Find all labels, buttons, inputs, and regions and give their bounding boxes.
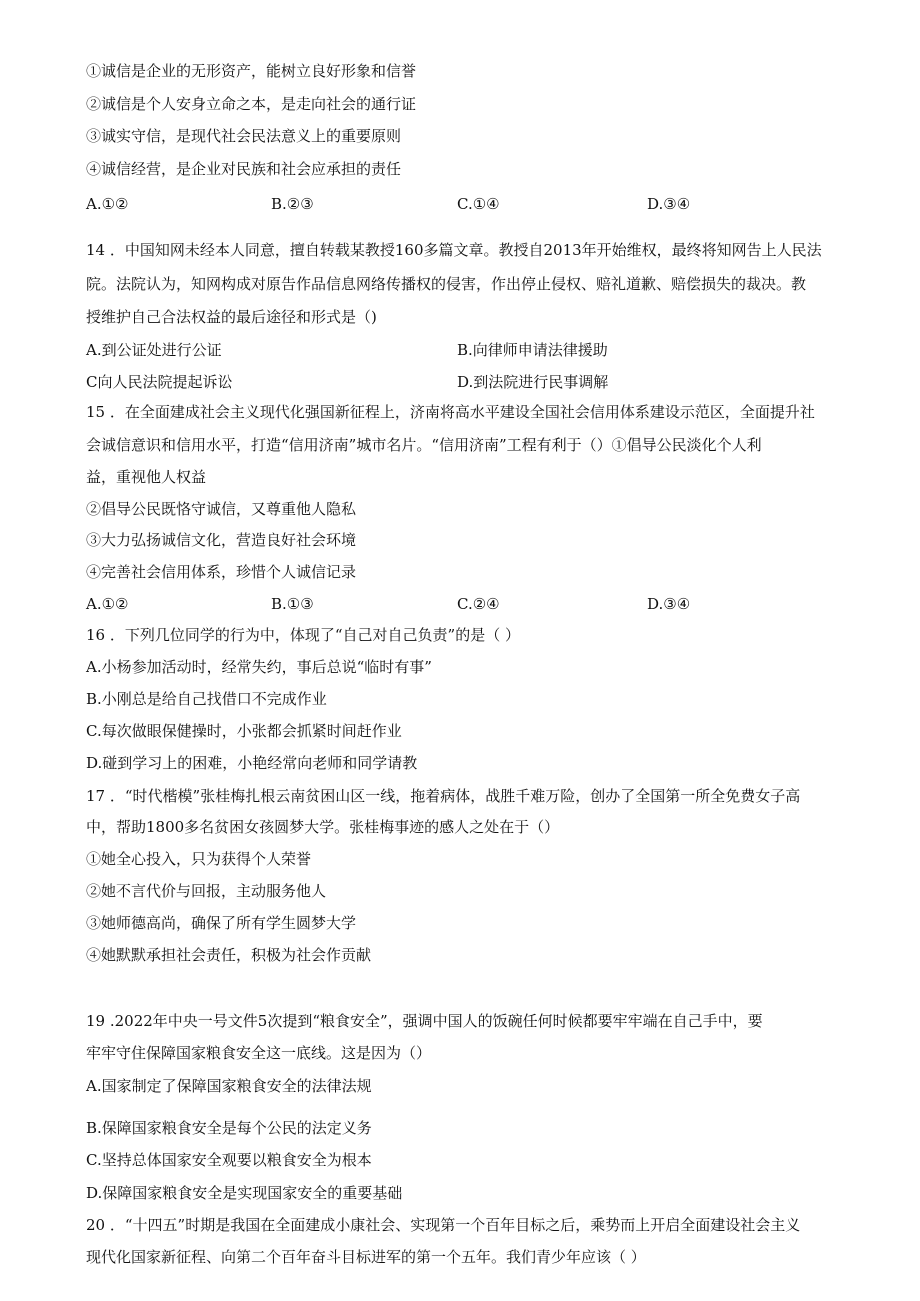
q17-stem-line-2: 中，帮助1800多名贫困女孩圆梦大学。张桂梅事迹的感人之处在于（） xyxy=(86,818,560,836)
q17-item-1: ①她全心投入，只为获得个人荣誉 xyxy=(86,850,312,868)
q15-option-b: B.①③ xyxy=(271,595,314,613)
q20-stem-line-1: 20 ．“十四五”时期是我国在全面建成小康社会、实现第一个百年目标之后，乘势而上开启全面建设社会主义 xyxy=(86,1216,801,1234)
q16-option-a: A.小杨参加活动时，经常失约，事后总说“临时有事” xyxy=(86,658,432,676)
q17-item-3: ③她师德高尚，确保了所有学生圆梦大学 xyxy=(86,914,357,932)
q13-option-c: C.①④ xyxy=(457,195,500,213)
q13-item-2: ②诚信是个人安身立命之本，是走向社会的通行证 xyxy=(86,95,417,113)
q14-option-d: D.到法院进行民事调解 xyxy=(457,373,609,391)
q14-option-b: B.向律师申请法律援助 xyxy=(457,341,608,359)
q19-option-c: C.坚持总体国家安全观要以粮食安全为根本 xyxy=(86,1151,372,1169)
q14-stem-line-1: 14 ．中国知网未经本人同意，擅自转载某教授160多篇文章。教授自2013年开始维权，最终将知网告上人民法 xyxy=(86,241,822,259)
q13-option-b: B.②③ xyxy=(271,195,314,213)
q15-option-c: C.②④ xyxy=(457,595,500,613)
q13-item-1: ①诚信是企业的无形资产，能树立良好形象和信誉 xyxy=(86,62,417,80)
q17-item-2: ②她不言代价与回报，主动服务他人 xyxy=(86,882,327,900)
q13-item-4: ④诚信经营，是企业对民族和社会应承担的责任 xyxy=(86,160,402,178)
q19-stem-line-1: 19 .2022年中央一号文件5次提到“粮食安全”，强调中国人的饭碗任何时候都要牢牢端在自己手中，要 xyxy=(86,1012,763,1030)
q14-option-a: A.到公证处进行公证 xyxy=(86,341,222,359)
q15-stem-line-1: 15 ．在全面建成社会主义现代化强国新征程上，济南将高水平建设全国社会信用体系建设示范区，全面提升社 xyxy=(86,403,815,421)
q19-option-d: D.保障国家粮食安全是实现国家安全的重要基础 xyxy=(86,1184,403,1202)
q19-option-b: B.保障国家粮食安全是每个公民的法定义务 xyxy=(86,1119,372,1137)
q16-option-c: C.每次做眼保健操时，小张都会抓紧时间赶作业 xyxy=(86,722,402,740)
q15-item-3: ③大力弘扬诚信文化，营造良好社会环境 xyxy=(86,531,357,549)
q13-option-d: D.③④ xyxy=(647,195,691,213)
q15-item-4: ④完善社会信用体系，珍惜个人诚信记录 xyxy=(86,563,357,581)
q14-option-c: C向人民法院提起诉讼 xyxy=(86,373,233,391)
q14-stem-line-2: 院。法院认为，知网构成对原告作品信息网络传播权的侵害，作出停止侵权、赔礼道歉、赔偿损失的裁决。教 xyxy=(86,275,807,293)
q17-item-4: ④她默默承担社会责任，积极为社会作贡献 xyxy=(86,946,372,964)
q15-option-d: D.③④ xyxy=(647,595,691,613)
q17-stem-line-1: 17 ．“时代楷模”张桂梅扎根云南贫困山区一线，拖着病体，战胜千难万险，创办了全国第一所全免费女子高 xyxy=(86,787,801,805)
q15-stem-line-3: 益，重视他人权益 xyxy=(86,468,207,486)
q20-stem-line-2: 现代化国家新征程、向第二个百年奋斗目标进军的第一个五年。我们青少年应该（ ） xyxy=(86,1248,646,1266)
q19-stem-line-2: 牢牢守住保障国家粮食安全这一底线。这是因为（） xyxy=(86,1044,432,1062)
q14-stem-line-3: 授维护自己合法权益的最后途径和形式是（) xyxy=(86,308,377,326)
q15-option-a: A.①② xyxy=(86,595,129,613)
q19-option-a: A.国家制定了保障国家粮食安全的法律法规 xyxy=(86,1077,372,1095)
q13-option-a: A.①② xyxy=(86,195,129,213)
q15-stem-line-2: 会诚信意识和信用水平，打造“信用济南”城市名片。“信用济南”工程有利于（）①倡导公民淡化个人利 xyxy=(86,436,762,454)
q16-option-b: B.小刚总是给自己找借口不完成作业 xyxy=(86,690,327,708)
q15-item-2: ②倡导公民既恪守诚信，又尊重他人隐私 xyxy=(86,500,357,518)
q13-item-3: ③诚实守信，是现代社会民法意义上的重要原则 xyxy=(86,127,402,145)
q16-option-d: D.碰到学习上的困难，小艳经常向老师和同学请教 xyxy=(86,754,418,772)
q16-stem: 16 ．下列几位同学的行为中，体现了“自己对自己负责”的是（ ） xyxy=(86,626,520,644)
